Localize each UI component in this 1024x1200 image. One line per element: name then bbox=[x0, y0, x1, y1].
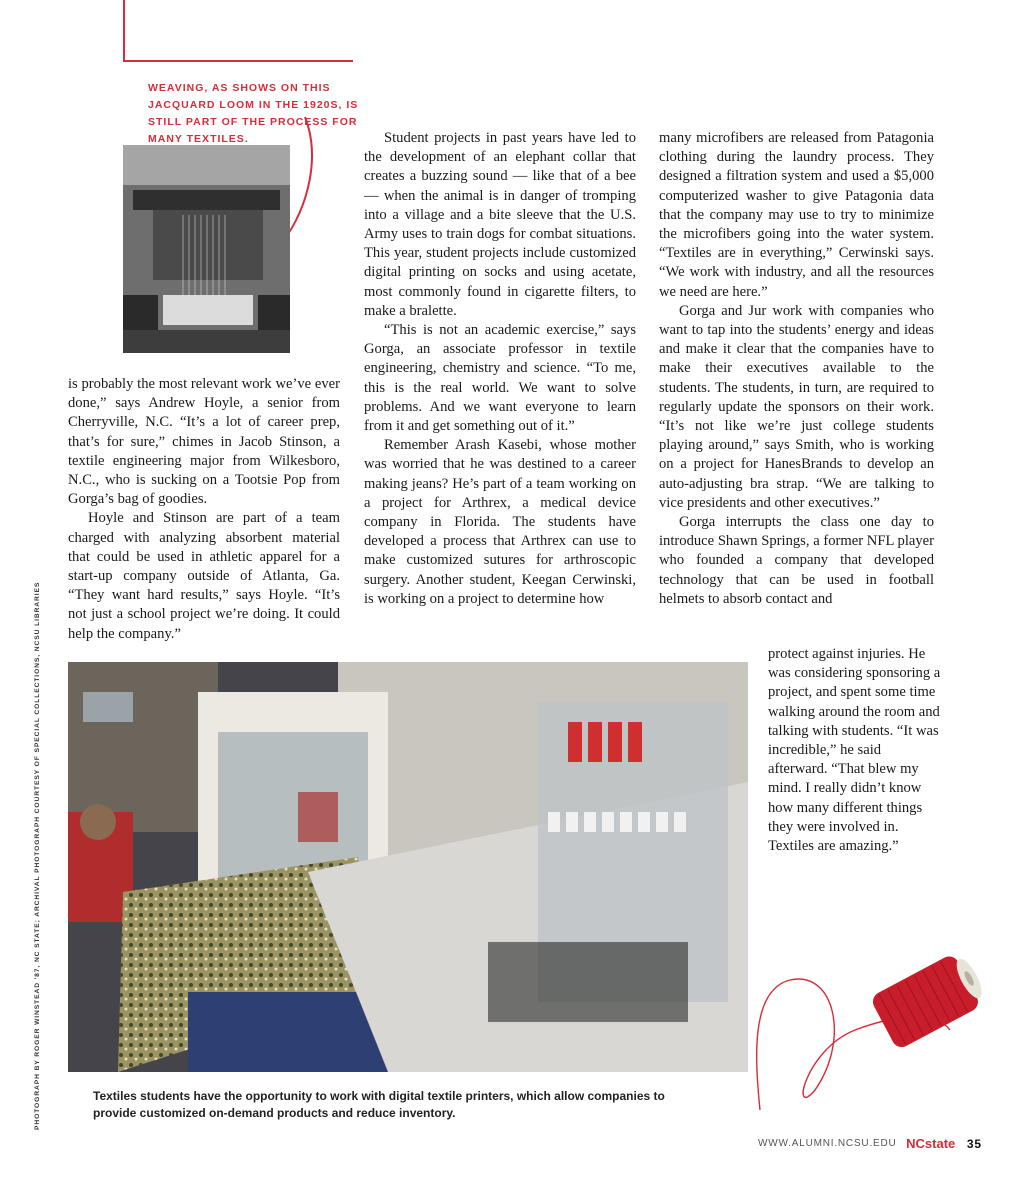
printer-photo-caption: Textiles students have the opportunity to work with digital textile printers, which allow companies to provide customized on-demand products and reduce inventory. bbox=[93, 1089, 665, 1120]
thread-spool-illustration bbox=[745, 930, 990, 1120]
loom-photo-caption: WEAVING, AS SHOWS ON THIS JACQUARD LOOM IN THE 1920S, IS STILL PART OF THE PROCESS FOR MANY TEXTILES. bbox=[148, 82, 359, 145]
page-footer bbox=[758, 1136, 982, 1151]
article-column-2 bbox=[364, 129, 636, 609]
jacquard-loom-photo bbox=[123, 145, 290, 353]
page-number: 35 bbox=[966, 1136, 982, 1151]
paragraph: is probably the most relevant work we’ve ever done,” says Andrew Hoyle, a senior from Cherryville, N.C. “It’s a lot of career prep, that’s for sure,” chimes in Jacob Stinson, a textile engineering major from Wilkesboro, N.C., who is sucking on a Tootsie Pop from Gorga’s bag of goodies. bbox=[68, 376, 340, 508]
paragraph: Gorga interrupts the class one day to introduce Shawn Springs, a former NFL player who founded a company that developed technology that can be used in football helmets to absorb contact and bbox=[659, 514, 934, 607]
article-column-1 bbox=[68, 375, 340, 644]
accent-rule-horizontal bbox=[123, 60, 353, 62]
accent-rule-vertical bbox=[123, 0, 125, 62]
paragraph: Hoyle and Stinson are part of a team charged with analyzing absorbent material that could be used in athletic apparel for a start-up company outside of Atlanta, Ga. “They want hard results,” says Hoyle. “It’s not just a school project we’re doing. It could help the company.” bbox=[68, 510, 340, 642]
photo-credit: PHOTOGRAPH BY ROGER WINSTEAD '87, NC STATE; ARCHIVAL PHOTOGRAPH COURTESY OF SPECIAL COLLECTIONS, NCSU LIBRARIES bbox=[34, 581, 41, 1130]
paragraph: “This is not an academic exercise,” says Gorga, an associate professor in textile engineering, chemistry and science. “To me, this is the real world. We want to solve problems. And we want everyone to learn from it and get something out of it.” bbox=[364, 322, 636, 435]
article-column-3-continued bbox=[768, 645, 943, 856]
paragraph: Student projects in past years have led to the development of an elephant collar that creates a buzzing sound — like that of a bee — when the animal is in danger of tromping into a village and a bite sleeve that the U.S. Army uses to train dogs for combat situations. This year, student projects include customized digital printing on socks and using acetate, most commonly found in cigarette filters, to make a bralette. bbox=[364, 130, 636, 319]
ncstate-logo: NCstate bbox=[906, 1136, 956, 1151]
article-column-3 bbox=[659, 129, 934, 609]
paragraph: many microfibers are released from Patagonia clothing during the laundry process. They designed a filtration system and used a $5,000 computerized washer to give Patagonia data that the company may use to try to minimize the microfibers going into the water system. “Textiles are in everything,” Cerwinski says. “We work with industry, and all the resources we need are here.” bbox=[659, 130, 934, 300]
website-url[interactable]: WWW.ALUMNI.NCSU.EDU bbox=[758, 1138, 897, 1149]
digital-textile-printer-photo bbox=[68, 662, 748, 1072]
paragraph: Gorga and Jur work with companies who want to tap into the students’ energy and ideas and make it clear that the companies have to make their executives available to the students. The students, in turn, are required to regularly update the sponsors on their work. “It’s not like we’re just college students playing around,” says Smith, who is working on a project for HanesBrands to develop an auto-adjusting bra strap. “We are talking to vice presidents and other executives.” bbox=[659, 302, 934, 511]
paragraph: Remember Arash Kasebi, whose mother was worried that he was destined to a career making jeans? He’s part of a team working on a project for Arthrex, a medical device company in Florida. The students have developed a process that Arthrex can use to make customized sutures for arthroscopic surgery. Another student, Keegan Cerwinski, is working on a project to determine how bbox=[364, 437, 636, 607]
paragraph: protect against injuries. He was considering sponsoring a project, and spent some time walking around the room and talking with students. “It was incredible,” he said afterward. “That blew my mind. I really didn’t know how many different things they were involved in. Textiles are amazing.” bbox=[768, 646, 941, 855]
